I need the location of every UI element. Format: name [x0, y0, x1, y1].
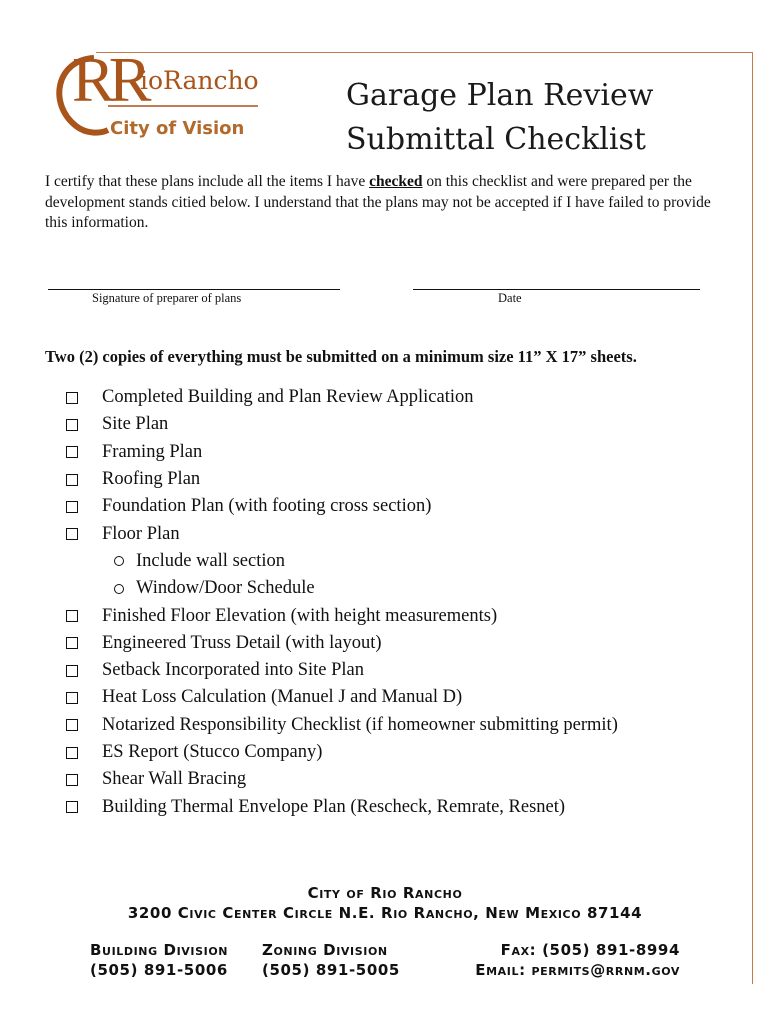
checklist-item-label: Roofing Plan [102, 469, 201, 490]
building-division-contact [90, 940, 228, 980]
fax-number: Fax: (505) 891-8994 [500, 941, 680, 959]
zoning-division-label: Zoning Division [262, 941, 388, 959]
zoning-division-contact [262, 940, 400, 980]
checkbox[interactable] [66, 637, 78, 649]
logo-wordmark: ioRancho [140, 66, 259, 95]
checkbox[interactable] [66, 692, 78, 704]
checklist-item [66, 657, 736, 684]
checklist-item-label: Finished Floor Elevation (with height measurements) [102, 605, 498, 626]
date-line[interactable] [413, 289, 700, 290]
checklist-item [66, 630, 736, 657]
checklist-item [66, 793, 736, 820]
checklist-subitem [66, 575, 736, 602]
circle-bullet-icon [114, 584, 124, 594]
checklist-item-label: ES Report (Stucco Company) [102, 742, 323, 762]
checklist-item [66, 684, 736, 711]
certification-statement [45, 172, 735, 234]
cert-text-after: on this checklist and were prepared per the development stands citied below. I understand that the plans may not be accepted if I have failed to provide this information. [45, 173, 711, 231]
checklist-item [66, 466, 736, 493]
checklist-item-label: Window/Door Schedule [136, 578, 315, 599]
checklist-item [66, 520, 736, 547]
signature-line[interactable] [48, 289, 340, 290]
building-division-phone: (505) 891-5006 [90, 961, 228, 979]
checkbox[interactable] [66, 747, 78, 759]
checkbox[interactable] [66, 801, 78, 813]
checkbox[interactable] [66, 528, 78, 540]
zoning-division-phone: (505) 891-5005 [262, 961, 400, 979]
checklist-item-label: Floor Plan [102, 523, 180, 544]
title-line-1: Garage Plan Review [346, 78, 654, 113]
checklist-item-label: Notarized Responsibility Checklist (if homeowner submitting permit) [102, 714, 618, 735]
checklist-item [66, 766, 736, 793]
page-title [346, 74, 653, 162]
checkbox[interactable] [66, 446, 78, 458]
signature-label: Signature of preparer of plans [92, 291, 242, 305]
checklist-item-label: Shear Wall Bracing [102, 769, 247, 790]
checklist-item [66, 439, 736, 466]
checkbox[interactable] [66, 665, 78, 677]
checklist-item-label: Include wall section [136, 550, 285, 571]
footer-address: 3200 Civic Center Circle N.E. Rio Rancho, New Mexico 87144 [127, 904, 643, 922]
checkbox[interactable] [66, 501, 78, 513]
checkbox[interactable] [66, 474, 78, 486]
checklist-item [66, 739, 736, 766]
checklist-item [66, 493, 736, 520]
checklist-item-label: Building Thermal Envelope Plan (Rescheck, Remrate, Resnet) [102, 796, 566, 817]
copies-notice: Two (2) copies of everything must be submitted on a minimum size 11” X 17” sheets. [45, 347, 637, 366]
checklist-item [66, 384, 736, 411]
footer-city: City of Rio Rancho [307, 884, 463, 902]
circle-bullet-icon [114, 556, 124, 566]
rio-rancho-logo [48, 44, 268, 148]
email-address[interactable]: Email: permits@rrnm.gov [475, 961, 680, 979]
cert-emphasis: checked [369, 173, 423, 190]
logo-tagline: City of Vision [110, 118, 245, 139]
checklist-item-label: Heat Loss Calculation (Manuel J and Manual D) [102, 687, 463, 708]
checklist-item-label: Setback Incorporated into Site Plan [102, 660, 365, 681]
checklist-item [66, 712, 736, 739]
checklist-subitem [66, 548, 736, 575]
checklist-item-label: Framing Plan [102, 441, 203, 462]
submittal-checklist [66, 384, 736, 821]
page-border-right [752, 52, 753, 984]
title-line-2: Submittal Checklist [346, 122, 646, 157]
checklist-item-label: Site Plan [102, 414, 169, 435]
checklist-item-label: Engineered Truss Detail (with layout) [102, 632, 382, 653]
checklist-item [66, 411, 736, 438]
checkbox[interactable] [66, 610, 78, 622]
checkbox[interactable] [66, 774, 78, 786]
checkbox[interactable] [66, 719, 78, 731]
date-label: Date [498, 291, 522, 305]
building-division-label: Building Division [90, 941, 229, 959]
checklist-item [66, 602, 736, 629]
fax-email-contact [466, 940, 680, 980]
checkbox[interactable] [66, 419, 78, 431]
logo-big-letter: RR [72, 44, 146, 115]
cert-text-before: I certify that these plans include all the items I have [45, 173, 370, 190]
checklist-item-label: Completed Building and Plan Review Application [102, 387, 474, 408]
checkbox[interactable] [66, 392, 78, 404]
checklist-item-label: Foundation Plan (with footing cross section) [102, 496, 432, 517]
